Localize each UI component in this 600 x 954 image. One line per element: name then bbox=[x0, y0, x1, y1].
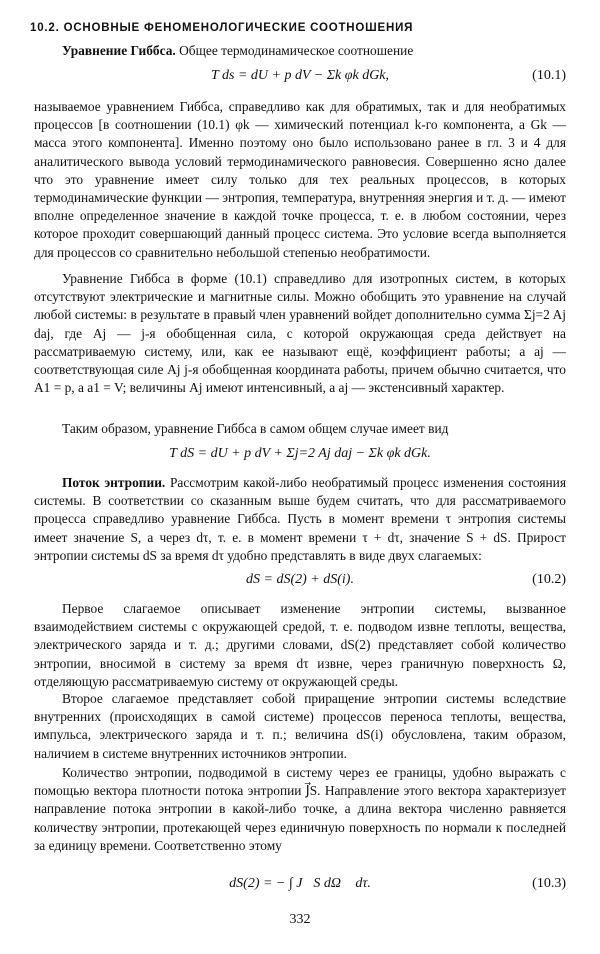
run-in-heading-entropy-flow: Поток энтропии. bbox=[62, 475, 166, 490]
formula-10-3 bbox=[34, 872, 566, 896]
paragraph-first-term: Первое слагаемое описывает изменение энтропии системы, вызванное взаимодействием системы с окружающей средой, т. е. подводом извне теплоты, вещества, электрического заряда и т. д.; другими словами, dS(2) представляет собой количество энтропии, вносимой в систему за время dτ извне, через граничную поверхность Ω, отделяющую рассматриваемую систему от окружающей среды. bbox=[34, 601, 566, 689]
paragraph-isotropic-systems: Уравнение Гиббса в форме (10.1) справедливо для изотропных систем, в которых отсутствуют электрические и магнитные силы. Можно обобщить это уравнение на случай любой системы: в результате в правый член уравнений войдет дополнительно сумма Σj=2 Aj daj, где Aj — j-я обобщенная сила, с которой окружающая среда действует на рассматриваемую систему, или, как ее называют ещё, коэффициент работы; а aj — соответствующая силе Aj j-я обобщенная координата работы, причем обычно считается, что A1 = p, а a1 = V; величины Aj имеют интенсивный, а aj — экстенсивный характер. bbox=[34, 271, 566, 396]
paragraph-flux-vector: Количество энтропии, подводимой в систему через ее границы, удобно выражать с помощью вектора плотности потока энтропии J⃗S. Направление этого вектора характеризует направление потока энтропии в какой-либо точке, а длина вектора численно равняется количеству энтропии, протекающей через единичную поверхность по нормали к последней за единицу времени. Соответственно этому bbox=[34, 765, 566, 853]
formula-10-1 bbox=[34, 64, 566, 88]
formula-expression: dS = dS(2) + dS(i). bbox=[246, 572, 354, 587]
paragraph-entropy-flow bbox=[34, 474, 566, 565]
paragraph-gibbs-equation: называемое уравнением Гиббса, справедливо как для обратимых, так и для необратимых процессов [в соотношении (10.1) φk — химический потенциал k-го компонента, а Gk — масса этого компонента]. Именно поэтому оно было использовано ранее в гл. 3 и 4 для аналитического вывода условий термодинамического равновесия. Совершенно ясно далее что это уравнение имеет силу только для тех реальных процессов, в которых термодинамические функции — энтропия, температура, внутренняя энергия и т. д. — имеют вполне определенное значение в каждой точке процесса, т. е. в любом состоянии, через которое проходит совершающий данный процесс система. Это условие всегда выполняется для процессов со сравнительно небольшой степенью необратимости. bbox=[34, 99, 566, 260]
equation-number: (10.2) bbox=[532, 572, 566, 587]
paragraph-general-case: Таким образом, уравнение Гиббса в самом общем случае имеет вид bbox=[62, 421, 449, 436]
formula-expression: T dS = dU + p dV + Σj=2 Aj daj − Σk φk dGk. bbox=[169, 446, 431, 461]
formula-expression: dS(2) = − ∫ J⃗S dΩ⃗ dτ. bbox=[229, 876, 371, 891]
equation-number: (10.1) bbox=[532, 68, 566, 83]
paragraph-gibbs-intro bbox=[34, 42, 566, 60]
paragraph-text: Общее термодинамическое соотношение bbox=[179, 43, 414, 58]
page-number: 332 bbox=[289, 912, 311, 927]
paragraph-second-term: Второе слагаемое представляет собой приращение энтропии системы вследствие внутренних (происходящих в самой системе) процессов переноса теплоты, вещества, импульса, электрического заряда и т. п.; величина dS(i) обусловлена, таким образом, наличием в системе внутренних источников энтропии. bbox=[34, 691, 566, 761]
formula-10-2 bbox=[34, 568, 566, 592]
paragraph-text: Рассмотрим какой-либо необратимый процесс изменения состояния системы. В соответствии со сказанным выше будем считать, что для рассматриваемого процесса справедливо уравнение Гиббса. Пусть в момент времени τ энтропия системы имеет значение S, а через dτ, т. е. в момент времени τ + dτ, значение S + dS. Прирост энтропии системы dS за время dτ удобно представлять в виде двух слагаемых: bbox=[34, 475, 566, 563]
section-header: 10.2. ОСНОВНЫЕ ФЕНОМЕНОЛОГИЧЕСКИЕ СООТНОШЕНИЯ bbox=[30, 22, 414, 34]
formula-expression: T ds = dU + p dV − Σk φk dGk, bbox=[210, 68, 390, 83]
run-in-heading-gibbs: Уравнение Гиббса. bbox=[62, 43, 176, 58]
formula-gibbs-general bbox=[34, 442, 566, 466]
equation-number: (10.3) bbox=[532, 876, 566, 891]
